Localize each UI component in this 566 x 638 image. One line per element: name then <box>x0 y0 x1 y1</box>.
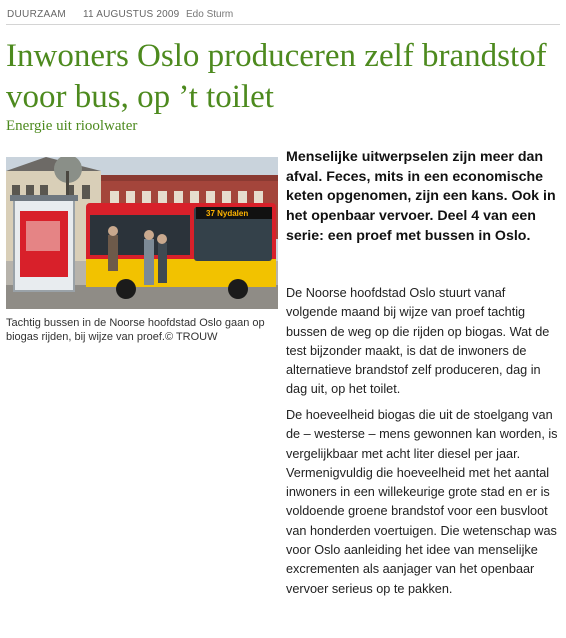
caption-credit: © TROUW <box>164 331 218 343</box>
article-lead: Menselijke uitwerpselen zijn meer dan afval. Feces, mits in een economische keten opgenomen, zijn een kans. Ook in het openbaar vervoer. Deel 4 van een serie: een proef met bussen in Oslo. <box>286 149 556 244</box>
body-paragraph: De hoeveelheid biogas die uit de stoelgang van de – westerse – mens gewonnen kan worden, is vergelijkbaar met acht liter diesel per jaar. Vermenigvuldig die hoeveelheid met het aantal inwoners in een willekeurige grote stad en er is voldoende groene brandstof voor een busvloot van honderden voertuigen. Die wetenschap was voor Oslo aanleiding het idee van menselijke excrementen als aanjager van het openbaar vervoer serieus op te pakken. <box>286 408 558 596</box>
bus-destination-sign: 37 Nydalen <box>206 209 249 218</box>
body-paragraph: De Noorse hoofdstad Oslo stuurt vanaf volgende maand bij wijze van proef tachtig bussen de weg op die rijden op biogas. Wat de test bijzonder maakt, is dat de inwoners de alternatieve brandstof zelf produceren, dag in dag uit, op het toilet. <box>286 286 550 397</box>
article-headline: Inwoners Oslo produceren zelf brandstof voor bus, op ’t toilet <box>6 38 547 115</box>
article-subheadline: Energie uit rioolwater <box>6 118 138 134</box>
article-meta-bar <box>6 0 560 25</box>
author-name[interactable]: Edo Sturm <box>186 9 234 20</box>
photo-caption <box>6 316 278 344</box>
bus-photo-illustration <box>6 157 278 309</box>
publish-date: 11 AUGUSTUS 2009 <box>83 9 180 20</box>
caption-text: Tachtig bussen in de Noorse hoofdstad Oslo gaan op biogas rijden, bij wijze van proef. <box>6 317 265 343</box>
section-label[interactable]: DUURZAAM <box>7 9 67 20</box>
article-photo[interactable] <box>6 157 278 309</box>
